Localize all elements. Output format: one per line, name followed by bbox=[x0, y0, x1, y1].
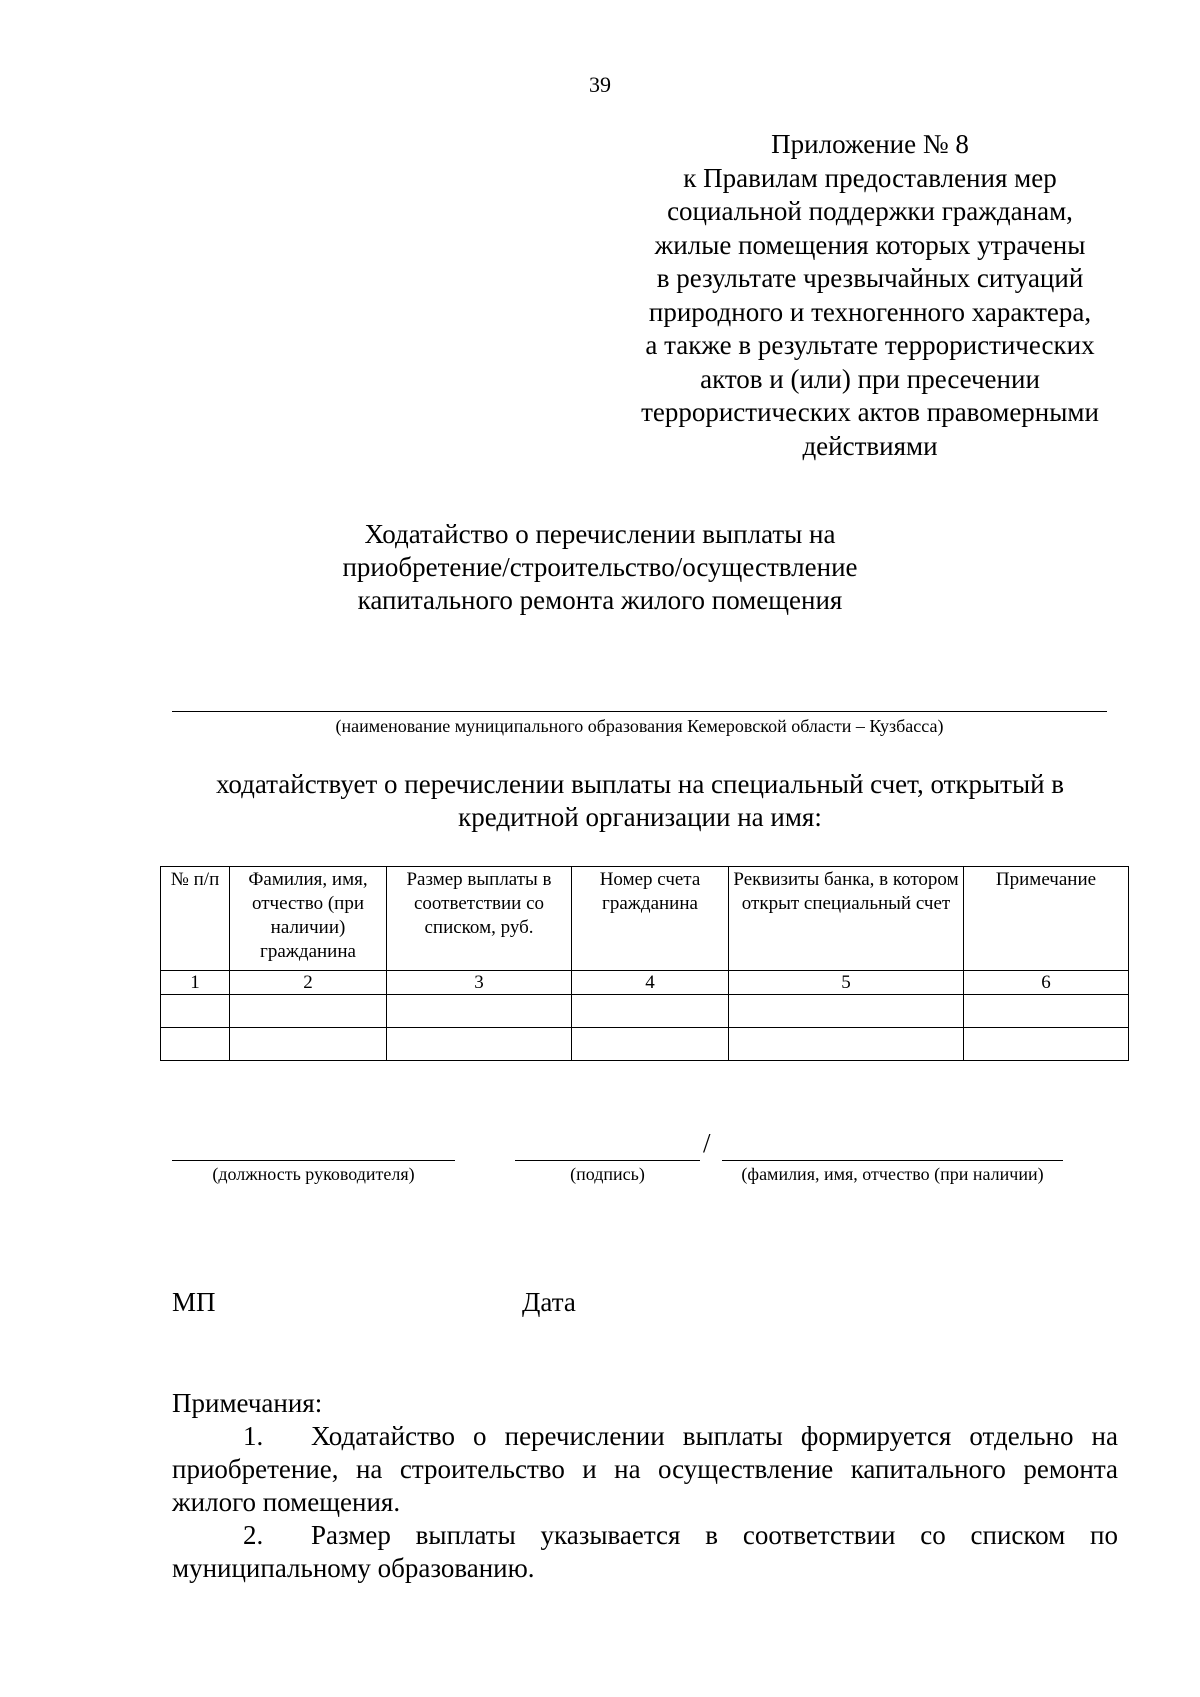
header-payment-amount: Размер выплаты в соответствии со списком, руб. bbox=[387, 867, 572, 971]
org-name-line bbox=[172, 711, 1107, 712]
appendix-line: к Правилам предоставления мер bbox=[683, 162, 1057, 193]
table-header-row bbox=[161, 867, 1129, 971]
table-cell bbox=[161, 995, 230, 1028]
appendix-line: социальной поддержки гражданам, bbox=[667, 196, 1073, 226]
header-account-number: Номер счета гражданина bbox=[572, 867, 729, 971]
appendix-header bbox=[610, 128, 1130, 463]
column-number: 4 bbox=[572, 971, 729, 995]
table-cell bbox=[964, 1028, 1129, 1061]
table-cell bbox=[729, 995, 964, 1028]
column-number: 1 bbox=[161, 971, 230, 995]
appendix-line: террористических актов правомерными bbox=[641, 397, 1099, 427]
signature-caption: (подпись) bbox=[570, 1164, 645, 1184]
appendix-line: актов и (или) при пресечении bbox=[700, 363, 1040, 394]
appendix-line: жилые помещения которых утрачены bbox=[654, 229, 1086, 260]
table-row bbox=[161, 1028, 1129, 1061]
notes-heading: Примечания: bbox=[172, 1388, 323, 1418]
table-cell bbox=[387, 1028, 572, 1061]
signature-line bbox=[515, 1160, 700, 1161]
column-number: 6 bbox=[964, 971, 1129, 995]
table-cell bbox=[387, 995, 572, 1028]
appendix-line: природного и техногенного характера, bbox=[648, 296, 1092, 327]
table-cell bbox=[964, 995, 1129, 1028]
position-signature-line bbox=[172, 1160, 455, 1161]
header-bank-details: Реквизиты банка, в котором открыт специальный счет bbox=[729, 867, 964, 971]
appendix-line: Приложение № 8 bbox=[771, 129, 969, 159]
column-number-row bbox=[161, 971, 1129, 995]
column-number: 5 bbox=[729, 971, 964, 995]
org-name-caption: (наименование муниципального образования Кемеровской области – Кузбасса) bbox=[335, 716, 944, 736]
header-note: Примечание bbox=[964, 867, 1129, 971]
column-number: 3 bbox=[387, 971, 572, 995]
table-cell bbox=[230, 1028, 387, 1061]
title-line: Ходатайство о перечислении выплаты на bbox=[364, 519, 836, 549]
petition-text bbox=[160, 768, 1120, 834]
note-item bbox=[172, 1420, 1118, 1519]
note-number: 2. bbox=[243, 1520, 264, 1550]
appendix-line: а также в результате террористических bbox=[645, 330, 1095, 360]
date-label: Дата bbox=[522, 1287, 576, 1317]
title-line: капитального ремонта жилого помещения bbox=[357, 585, 843, 615]
note-item bbox=[172, 1519, 1118, 1585]
payment-table bbox=[160, 866, 1129, 1061]
table-cell bbox=[572, 1028, 729, 1061]
column-number: 2 bbox=[230, 971, 387, 995]
title-line: приобретение/строительство/осуществление bbox=[342, 552, 858, 582]
table-cell bbox=[230, 995, 387, 1028]
signature-separator: / bbox=[703, 1128, 711, 1158]
document-title bbox=[0, 518, 1200, 617]
note-text: Ходатайство о перечислении выплаты формируется отдельно на приобретение, на строительство и на осуществление капитального ремонта жилого помещения. bbox=[172, 1421, 1118, 1517]
petition-line: ходатайствует о перечислении выплаты на специальный счет, открытый в bbox=[215, 769, 1065, 799]
table-cell bbox=[572, 995, 729, 1028]
stamp-label: МП bbox=[172, 1287, 216, 1317]
table-row bbox=[161, 995, 1129, 1028]
appendix-line: действиями bbox=[802, 430, 938, 461]
name-signature-line bbox=[722, 1160, 1063, 1161]
table-cell bbox=[161, 1028, 230, 1061]
name-caption: (фамилия, имя, отчество (при наличии) bbox=[741, 1164, 1044, 1184]
table-cell bbox=[729, 1028, 964, 1061]
header-number: № п/п bbox=[161, 867, 230, 971]
position-caption: (должность руководителя) bbox=[212, 1164, 415, 1184]
notes-section bbox=[172, 1387, 1118, 1585]
page-number: 39 bbox=[589, 72, 611, 97]
appendix-line: в результате чрезвычайных ситуаций bbox=[656, 263, 1084, 293]
note-text: Размер выплаты указывается в соответствии со списком по муниципальному образованию. bbox=[172, 1520, 1118, 1583]
note-number: 1. bbox=[243, 1421, 264, 1451]
header-full-name: Фамилия, имя, отчество (при наличии) гражданина bbox=[230, 867, 387, 971]
petition-line: кредитной организации на имя: bbox=[458, 802, 822, 832]
